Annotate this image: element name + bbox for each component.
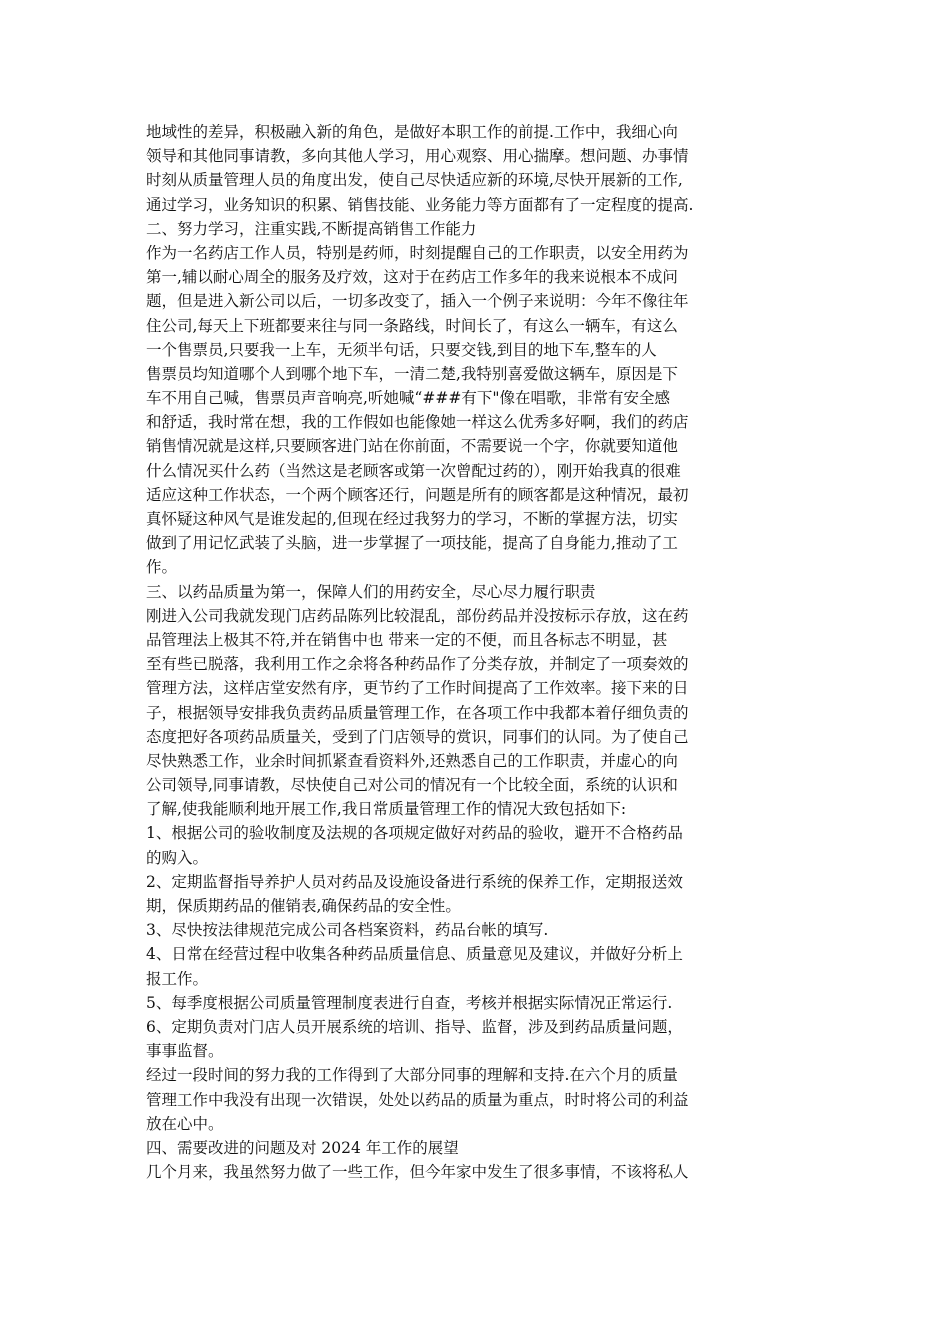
text-line: 管理方法，这样店堂安然有序，更节约了工作时间提高了工作效率。接下来的日 — [146, 679, 689, 698]
text-line: 了解,使我能顺利地开展工作,我日常质量管理工作的情况大致包括如下: — [146, 800, 627, 819]
section-heading: 三、以药品质量为第一，保障人们的用药安全，尽心尽力履行职责 — [146, 582, 596, 601]
section-heading: 四、需要改进的问题及对 2024 年工作的展望 — [146, 1138, 459, 1157]
text-line: 管理工作中我没有出现一次错误，处处以药品的质量为重点，时时将公司的利益 — [146, 1090, 689, 1109]
text-line: 地域性的差异，积极融入新的角色，是做好本职工作的前提.工作中，我细心向 — [146, 123, 678, 141]
text-line: 公司领导,同事请教，尽快使自己对公司的情况有一个比较全面，系统的认识和 — [146, 776, 678, 795]
text-line: 时刻从质量管理人员的角度出发，使自己尽快适应新的环境,尽快开展新的工作, — [146, 171, 683, 190]
text-line: 放在心中。 — [146, 1114, 224, 1133]
text-line: 通过学习，业务知识的积累、销售技能、业务能力等方面都有了一定程度的提高. — [146, 195, 694, 214]
text-line: 做到了用记忆武装了头脑，进一步掌握了一项技能，提高了自身能力,推动了工 — [146, 534, 678, 553]
text-line: 的购入。 — [146, 848, 209, 867]
list-item: 5、每季度根据公司质量管理制度表进行自查，考核并根据实际情况正常运行. — [146, 993, 673, 1012]
text-line: 第一,辅以耐心周全的服务及疗效，这对于在药店工作多年的我来说根本不成问 — [146, 268, 678, 287]
text-line: 报工作。 — [146, 969, 209, 988]
text-line: 品管理法上极其不符,并在销售中也 带来一定的不便，而且各标志不明显，甚 — [146, 630, 668, 649]
text-line: 态度把好各项药品质量关，受到了门店领导的赏识，同事们的认同。为了使自己 — [146, 727, 689, 746]
list-item: 1、根据公司的验收制度及法规的各项规定做好对药品的验收，避开不合格药品 — [146, 824, 683, 843]
text-line: 住公司,每天上下班都要来往与同一条路线，时间长了，有这么一辆车，有这么 — [146, 316, 678, 335]
text-line: 子，根据领导安排我负责药品质量管理工作，在各项工作中我都本着仔细负责的 — [146, 703, 689, 722]
text-line: 尽快熟悉工作，业余时间抓紧查看资料外,还熟悉自己的工作职责，并虚心的向 — [146, 751, 678, 770]
text-line: 期，保质期药品的催销表,确保药品的安全性。 — [146, 897, 461, 915]
list-item: 3、尽快按法律规范完成公司各档案资料，药品台帐的填写. — [146, 921, 549, 940]
text-line: 领导和其他同事请教，多向其他人学习，用心观察、用心揣摩。想问题、办事情 — [146, 147, 689, 166]
text-line: 和舒适，我时常在想，我的工作假如也能像她一样这么优秀多好啊，我们的药店 — [146, 413, 689, 432]
text-line: 事事监督。 — [146, 1042, 224, 1061]
text-line: 经过一段时间的努力我的工作得到了大部分同事的理解和支持.在六个月的质量 — [146, 1066, 678, 1085]
text-line: 销售情况就是这样,只要顾客进门站在你前面，不需要说一个字，你就要知道他 — [146, 437, 678, 456]
text-line: 真怀疑这种风气是谁发起的,但现在经过我努力的学习，不断的掌握方法，切实 — [146, 510, 678, 528]
text-line: 一个售票员,只要我一上车，无须半句话，只要交钱,到目的地下车,整车的人 — [146, 340, 657, 359]
text-line: 什么情况买什么药（当然这是老顾客或第一次曾配过药的），刚开始我真的很难 — [146, 461, 681, 480]
text-line: 作。 — [146, 558, 178, 577]
list-item: 4、日常在经营过程中收集各种药品质量信息、质量意见及建议，并做好分析上 — [146, 945, 683, 964]
text-line: 适应这种工作状态，一个两个顾客还行，问题是所有的顾客都是这种情况，最初 — [146, 485, 689, 504]
document-body — [146, 120, 746, 1184]
text-line: 作为一名药店工作人员，特别是药师，时刻提醒自己的工作职责，以安全用药为 — [146, 243, 689, 262]
text-line: 至有些已脱落，我利用工作之余将各种药品作了分类存放，并制定了一项奏效的 — [146, 655, 689, 674]
text-line: 刚进入公司我就发现门店药品陈列比较混乱，部份药品并没按标示存放，这在药 — [146, 606, 689, 625]
text-line: 几个月来，我虽然努力做了一些工作，但今年家中发生了很多事情，不该将私人 — [146, 1163, 689, 1182]
text-line: 车不用自己喊，售票员声音响亮,听她喊“###有下"像在唱歌，非常有安全感 — [146, 389, 670, 408]
text-line: 题，但是进入新公司以后，一切多改变了，插入一个例子来说明：今年不像往年 — [146, 292, 689, 311]
list-item: 2、定期监督指导养护人员对药品及设施设备进行系统的保养工作，定期报送效 — [146, 872, 683, 891]
list-item: 6、定期负责对门店人员开展系统的培训、指导、监督，涉及到药品质量问题， — [146, 1017, 683, 1036]
text-line: 售票员均知道哪个人到哪个地下车，一清二楚,我特别喜爱做这辆车，原因是下 — [146, 364, 678, 383]
section-heading: 二、努力学习，注重实践,不断提高销售工作能力 — [146, 219, 477, 238]
